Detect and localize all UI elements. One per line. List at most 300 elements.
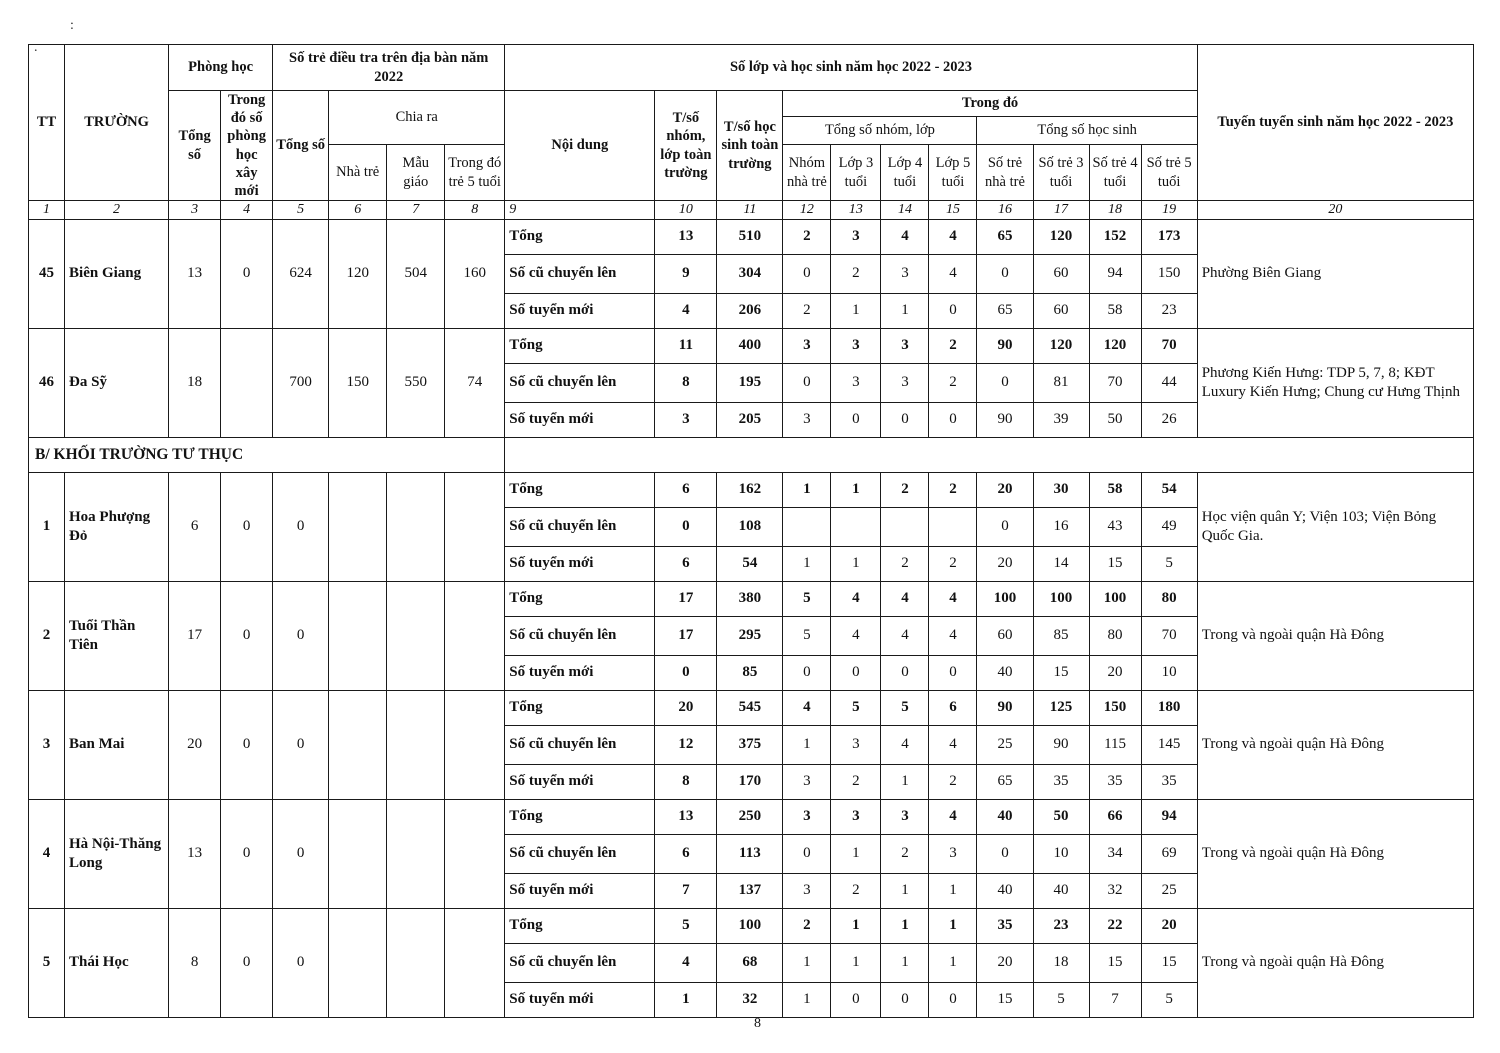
- data-cell: 5: [831, 690, 881, 725]
- data-cell: 32: [717, 982, 783, 1017]
- enrollment-table-sheet: [28, 44, 1474, 1028]
- data-cell: 2: [929, 328, 977, 363]
- data-cell: 170: [717, 764, 783, 799]
- row-label: Số cũ chuyển lên: [505, 363, 655, 402]
- data-cell: 5: [1141, 982, 1197, 1017]
- data-cell: 1: [831, 293, 881, 328]
- data-cell: 23: [1033, 908, 1089, 943]
- column-index-cell: 5: [273, 201, 329, 220]
- data-cell: 4: [881, 616, 929, 655]
- row-label: Tổng: [505, 581, 655, 616]
- data-cell: 0: [831, 655, 881, 690]
- data-cell: 54: [1141, 472, 1197, 507]
- phong-moi: 0: [221, 908, 273, 1017]
- data-cell: 20: [977, 943, 1033, 982]
- tuyen-sinh-area: Phương Kiến Hưng: TDP 5, 7, 8; KĐT Luxury Kiến Hưng; Chung cư Hưng Thịnh: [1197, 328, 1473, 437]
- data-cell: 0: [655, 655, 717, 690]
- data-cell: 60: [977, 616, 1033, 655]
- data-cell: 0: [929, 402, 977, 437]
- chia-ra-header: Chia ra: [329, 91, 505, 145]
- data-cell: 70: [1089, 363, 1141, 402]
- tre-3-tuoi-header: Số trẻ 3 tuổi: [1033, 145, 1089, 201]
- phong-tong-so: 17: [169, 581, 221, 690]
- page-number: 8: [754, 1016, 761, 1031]
- data-cell: 120: [1089, 328, 1141, 363]
- so-tre-dieu-tra-header: Số trẻ điều tra trên địa bàn năm 2022: [273, 45, 505, 91]
- data-cell: 80: [1141, 581, 1197, 616]
- data-cell: 400: [717, 328, 783, 363]
- tre-5-tuoi-header: Trong đó trẻ 5 tuổi: [445, 145, 505, 201]
- data-cell: 60: [1033, 293, 1089, 328]
- data-cell: 7: [655, 873, 717, 908]
- phong-tong-so: 13: [169, 799, 221, 908]
- data-cell: 100: [1033, 581, 1089, 616]
- phong-tong-so-header: Tổng số: [169, 91, 221, 201]
- tre-mau-giao: 504: [387, 219, 445, 328]
- data-cell: 3: [881, 328, 929, 363]
- data-cell: 60: [1033, 254, 1089, 293]
- row-label: Số cũ chuyển lên: [505, 834, 655, 873]
- section-filler: [505, 437, 1474, 472]
- data-cell: 10: [1033, 834, 1089, 873]
- data-cell: 145: [1141, 725, 1197, 764]
- phong-moi: 0: [221, 799, 273, 908]
- col-tt-header: TT: [29, 45, 65, 201]
- data-cell: 4: [831, 616, 881, 655]
- row-label: Số cũ chuyển lên: [505, 507, 655, 546]
- data-cell: 195: [717, 363, 783, 402]
- data-cell: 90: [977, 402, 1033, 437]
- data-cell: 0: [831, 402, 881, 437]
- data-cell: 3: [881, 363, 929, 402]
- row-label: Tổng: [505, 328, 655, 363]
- data-cell: 545: [717, 690, 783, 725]
- data-cell: 35: [1033, 764, 1089, 799]
- data-cell: 50: [1089, 402, 1141, 437]
- table-row: [29, 581, 1474, 616]
- data-cell: 0: [881, 982, 929, 1017]
- tuyen-sinh-area: Phường Biên Giang: [1197, 219, 1473, 328]
- data-cell: 1: [783, 725, 831, 764]
- data-cell: 20: [655, 690, 717, 725]
- tre-4-tuoi-header: Số trẻ 4 tuổi: [1089, 145, 1141, 201]
- tre-5-tuoi: [445, 690, 505, 799]
- tuyen-sinh-area: Trong và ngoài quận Hà Đông: [1197, 690, 1473, 799]
- phong-moi: [221, 328, 273, 437]
- tuyen-sinh-area: Trong và ngoài quận Hà Đông: [1197, 581, 1473, 690]
- row-label: Số tuyển mới: [505, 982, 655, 1017]
- tre-mau-giao: 550: [387, 328, 445, 437]
- data-cell: 4: [929, 581, 977, 616]
- column-index-cell: 13: [831, 201, 881, 220]
- school-tt: 1: [29, 472, 65, 581]
- table-row: [29, 799, 1474, 834]
- data-cell: 81: [1033, 363, 1089, 402]
- data-cell: 0: [977, 363, 1033, 402]
- data-cell: 4: [783, 690, 831, 725]
- data-cell: 22: [1089, 908, 1141, 943]
- data-cell: 7: [1089, 982, 1141, 1017]
- column-index-cell: 16: [977, 201, 1033, 220]
- column-index-cell: 12: [783, 201, 831, 220]
- data-cell: 12: [655, 725, 717, 764]
- noi-dung-header: Nội dung: [505, 91, 655, 201]
- data-cell: 9: [655, 254, 717, 293]
- data-cell: 85: [1033, 616, 1089, 655]
- phong-tong-so: 13: [169, 219, 221, 328]
- tre-tong-so: 0: [273, 581, 329, 690]
- school-tt: 2: [29, 581, 65, 690]
- data-cell: 6: [655, 834, 717, 873]
- column-index-row: [29, 201, 1474, 220]
- data-cell: 3: [655, 402, 717, 437]
- data-cell: 30: [1033, 472, 1089, 507]
- data-cell: 5: [655, 908, 717, 943]
- column-index-cell: 7: [387, 201, 445, 220]
- column-index-cell: 17: [1033, 201, 1089, 220]
- data-cell: 2: [783, 219, 831, 254]
- data-cell: 2: [881, 834, 929, 873]
- data-cell: 65: [977, 764, 1033, 799]
- tre-tong-so: 0: [273, 799, 329, 908]
- tre-nha-tre: [329, 908, 387, 1017]
- ts-hoc-sinh-header: T/số học sinh toàn trường: [717, 91, 783, 201]
- school-name: Biên Giang: [65, 219, 169, 328]
- data-cell: 16: [1033, 507, 1089, 546]
- data-cell: 4: [929, 219, 977, 254]
- tuyen-sinh-area: Trong và ngoài quận Hà Đông: [1197, 799, 1473, 908]
- data-cell: 0: [655, 507, 717, 546]
- data-cell: 137: [717, 873, 783, 908]
- tre-nha-tre: 150: [329, 328, 387, 437]
- data-cell: [831, 507, 881, 546]
- data-cell: 1: [831, 546, 881, 581]
- school-name: Thái Học: [65, 908, 169, 1017]
- row-label: Số tuyển mới: [505, 402, 655, 437]
- enrollment-table: [28, 44, 1474, 1018]
- data-cell: 5: [881, 690, 929, 725]
- school-name: Hoa Phượng Đỏ: [65, 472, 169, 581]
- phong-tong-so: 18: [169, 328, 221, 437]
- data-cell: 6: [929, 690, 977, 725]
- mau-giao-header: Mẫu giáo: [387, 145, 445, 201]
- data-cell: 1: [783, 546, 831, 581]
- tre-mau-giao: [387, 690, 445, 799]
- data-cell: 2: [831, 764, 881, 799]
- data-cell: 4: [881, 725, 929, 764]
- lop-5-tuoi-header: Lớp 5 tuổi: [929, 145, 977, 201]
- column-index-cell: 19: [1141, 201, 1197, 220]
- data-cell: 1: [831, 472, 881, 507]
- data-cell: 3: [881, 799, 929, 834]
- data-cell: 0: [929, 655, 977, 690]
- phong-moi: 0: [221, 472, 273, 581]
- so-lop-hs-header: Số lớp và học sinh năm học 2022 - 2023: [505, 45, 1197, 91]
- data-cell: 11: [655, 328, 717, 363]
- phong-moi-header: Trong đó số phòng học xây mới: [221, 91, 273, 201]
- tre-mau-giao: [387, 472, 445, 581]
- data-cell: 3: [831, 219, 881, 254]
- data-cell: 1: [929, 873, 977, 908]
- data-cell: 70: [1141, 328, 1197, 363]
- tre-5-tuoi: 160: [445, 219, 505, 328]
- data-cell: 26: [1141, 402, 1197, 437]
- data-cell: 20: [977, 472, 1033, 507]
- data-cell: 205: [717, 402, 783, 437]
- data-cell: 1: [881, 764, 929, 799]
- data-cell: 4: [881, 219, 929, 254]
- data-cell: 4: [929, 254, 977, 293]
- table-row: [29, 328, 1474, 363]
- data-cell: 90: [977, 328, 1033, 363]
- col-truong-header: TRƯỜNG: [65, 45, 169, 201]
- tre-nha-tre: 120: [329, 219, 387, 328]
- data-cell: 13: [655, 799, 717, 834]
- tre-5-tuoi-count-header: Số trẻ 5 tuổi: [1141, 145, 1197, 201]
- data-cell: 2: [929, 363, 977, 402]
- data-cell: 115: [1089, 725, 1141, 764]
- row-label: Tổng: [505, 799, 655, 834]
- scan-mark: :: [70, 18, 74, 33]
- column-index-cell: 6: [329, 201, 387, 220]
- tuyen-sinh-header: Tuyến tuyển sinh năm học 2022 - 2023: [1197, 45, 1473, 201]
- data-cell: 2: [831, 254, 881, 293]
- data-cell: 40: [977, 873, 1033, 908]
- data-cell: 304: [717, 254, 783, 293]
- data-cell: 15: [1089, 546, 1141, 581]
- data-cell: 32: [1089, 873, 1141, 908]
- data-cell: 0: [783, 363, 831, 402]
- data-cell: 108: [717, 507, 783, 546]
- column-index-cell: 1: [29, 201, 65, 220]
- data-cell: 0: [783, 655, 831, 690]
- data-cell: 4: [929, 799, 977, 834]
- row-label: Tổng: [505, 219, 655, 254]
- data-cell: 1: [929, 943, 977, 982]
- data-cell: 380: [717, 581, 783, 616]
- data-cell: 17: [655, 616, 717, 655]
- table-row: [29, 908, 1474, 943]
- phong-tong-so: 8: [169, 908, 221, 1017]
- school-name: Ban Mai: [65, 690, 169, 799]
- nhom-nha-tre-header: Nhóm nhà trẻ: [783, 145, 831, 201]
- school-tt: 45: [29, 219, 65, 328]
- data-cell: 0: [929, 293, 977, 328]
- column-index-cell: 9: [505, 201, 655, 220]
- data-cell: 70: [1141, 616, 1197, 655]
- data-cell: 40: [977, 799, 1033, 834]
- data-cell: 120: [1033, 219, 1089, 254]
- data-cell: 90: [977, 690, 1033, 725]
- data-cell: 40: [977, 655, 1033, 690]
- column-index-cell: 8: [445, 201, 505, 220]
- data-cell: 10: [1141, 655, 1197, 690]
- column-index-cell: 4: [221, 201, 273, 220]
- data-cell: 14: [1033, 546, 1089, 581]
- tre-mau-giao: [387, 908, 445, 1017]
- tre-tong-so: 624: [273, 219, 329, 328]
- data-cell: 1: [831, 908, 881, 943]
- table-row: [29, 690, 1474, 725]
- data-cell: 206: [717, 293, 783, 328]
- data-cell: 65: [977, 293, 1033, 328]
- data-cell: 20: [977, 546, 1033, 581]
- data-cell: 250: [717, 799, 783, 834]
- tre-5-tuoi: 74: [445, 328, 505, 437]
- data-cell: 20: [1141, 908, 1197, 943]
- data-cell: 23: [1141, 293, 1197, 328]
- data-cell: 80: [1089, 616, 1141, 655]
- data-cell: 35: [1141, 764, 1197, 799]
- data-cell: 1: [783, 982, 831, 1017]
- row-label: Số cũ chuyển lên: [505, 725, 655, 764]
- data-cell: 39: [1033, 402, 1089, 437]
- data-cell: 17: [655, 581, 717, 616]
- data-cell: 15: [1141, 943, 1197, 982]
- tre-mau-giao: [387, 581, 445, 690]
- data-cell: 0: [831, 982, 881, 1017]
- phong-tong-so: 20: [169, 690, 221, 799]
- data-cell: 90: [1033, 725, 1089, 764]
- tre-tong-so: 0: [273, 908, 329, 1017]
- data-cell: 2: [831, 873, 881, 908]
- data-cell: 295: [717, 616, 783, 655]
- row-label: Số cũ chuyển lên: [505, 616, 655, 655]
- data-cell: 1: [783, 472, 831, 507]
- data-cell: 20: [1089, 655, 1141, 690]
- school-tt: 5: [29, 908, 65, 1017]
- data-cell: 0: [929, 982, 977, 1017]
- data-cell: 1: [655, 982, 717, 1017]
- data-cell: 44: [1141, 363, 1197, 402]
- data-cell: 5: [1033, 982, 1089, 1017]
- row-label: Số tuyển mới: [505, 293, 655, 328]
- data-cell: 6: [655, 472, 717, 507]
- row-label: Tổng: [505, 690, 655, 725]
- tre-nha-tre: [329, 690, 387, 799]
- ts-nhom-lop-header: T/số nhóm, lớp toàn trường: [655, 91, 717, 201]
- data-cell: 100: [717, 908, 783, 943]
- data-cell: 35: [977, 908, 1033, 943]
- data-cell: 100: [977, 581, 1033, 616]
- data-cell: 3: [783, 764, 831, 799]
- data-cell: 50: [1033, 799, 1089, 834]
- row-label: Số cũ chuyển lên: [505, 254, 655, 293]
- section-title: B/ KHỐI TRƯỜNG TƯ THỤC: [29, 437, 505, 472]
- tre-tong-so: 0: [273, 472, 329, 581]
- column-index-cell: 10: [655, 201, 717, 220]
- data-cell: 510: [717, 219, 783, 254]
- tre-nha-tre: [329, 581, 387, 690]
- data-cell: 375: [717, 725, 783, 764]
- data-cell: 15: [1033, 655, 1089, 690]
- data-cell: 4: [831, 581, 881, 616]
- column-index-cell: 18: [1089, 201, 1141, 220]
- data-cell: 1: [831, 834, 881, 873]
- data-cell: 25: [1141, 873, 1197, 908]
- school-name: Hà Nội-Thăng Long: [65, 799, 169, 908]
- data-cell: 2: [881, 546, 929, 581]
- data-cell: 5: [783, 581, 831, 616]
- data-cell: 2: [929, 472, 977, 507]
- data-cell: 18: [1033, 943, 1089, 982]
- data-cell: 173: [1141, 219, 1197, 254]
- data-cell: 43: [1089, 507, 1141, 546]
- tong-nhom-lop-header: Tổng số nhóm, lớp: [783, 117, 977, 145]
- data-cell: 4: [655, 293, 717, 328]
- data-cell: 4: [929, 725, 977, 764]
- data-cell: 58: [1089, 472, 1141, 507]
- phong-tong-so: 6: [169, 472, 221, 581]
- column-index-cell: 15: [929, 201, 977, 220]
- scan-mark: .: [34, 40, 38, 55]
- data-cell: 2: [929, 764, 977, 799]
- data-cell: 3: [783, 873, 831, 908]
- data-cell: 1: [831, 943, 881, 982]
- data-cell: 4: [929, 616, 977, 655]
- data-cell: 35: [1089, 764, 1141, 799]
- tuyen-sinh-area: Học viện quân Y; Viện 103; Viện Bỏng Quốc Gia.: [1197, 472, 1473, 581]
- data-cell: 1: [881, 908, 929, 943]
- row-label: Số tuyển mới: [505, 655, 655, 690]
- data-cell: [929, 507, 977, 546]
- school-name: Tuổi Thần Tiên: [65, 581, 169, 690]
- data-cell: 120: [1033, 328, 1089, 363]
- data-cell: 0: [977, 834, 1033, 873]
- section-row: [29, 437, 1474, 472]
- tre-5-tuoi: [445, 581, 505, 690]
- phong-moi: 0: [221, 581, 273, 690]
- data-cell: 152: [1089, 219, 1141, 254]
- tre-tong-so: 0: [273, 690, 329, 799]
- row-label: Số tuyển mới: [505, 546, 655, 581]
- data-cell: 2: [881, 472, 929, 507]
- data-cell: 1: [783, 943, 831, 982]
- data-cell: 94: [1089, 254, 1141, 293]
- data-cell: 3: [831, 725, 881, 764]
- tre-nha-tre-header: Số trẻ nhà trẻ: [977, 145, 1033, 201]
- data-cell: 3: [783, 402, 831, 437]
- data-cell: 0: [783, 834, 831, 873]
- data-cell: 13: [655, 219, 717, 254]
- data-cell: 0: [977, 507, 1033, 546]
- column-index-cell: 2: [65, 201, 169, 220]
- column-index-cell: 20: [1197, 201, 1473, 220]
- data-cell: 66: [1089, 799, 1141, 834]
- table-row: [29, 219, 1474, 254]
- data-cell: 1: [929, 908, 977, 943]
- data-cell: 5: [783, 616, 831, 655]
- data-cell: 3: [783, 328, 831, 363]
- phong-moi: 0: [221, 690, 273, 799]
- data-cell: 5: [1141, 546, 1197, 581]
- row-label: Số cũ chuyển lên: [505, 943, 655, 982]
- school-tt: 3: [29, 690, 65, 799]
- data-cell: 125: [1033, 690, 1089, 725]
- phong-hoc-header: Phòng học: [169, 45, 273, 91]
- data-cell: 58: [1089, 293, 1141, 328]
- lop-4-tuoi-header: Lớp 4 tuổi: [881, 145, 929, 201]
- data-cell: 2: [783, 293, 831, 328]
- data-cell: 6: [655, 546, 717, 581]
- school-tt: 46: [29, 328, 65, 437]
- row-label: Tổng: [505, 472, 655, 507]
- data-cell: 3: [831, 328, 881, 363]
- data-cell: 150: [1141, 254, 1197, 293]
- data-cell: 2: [783, 908, 831, 943]
- column-index-cell: 3: [169, 201, 221, 220]
- data-cell: 69: [1141, 834, 1197, 873]
